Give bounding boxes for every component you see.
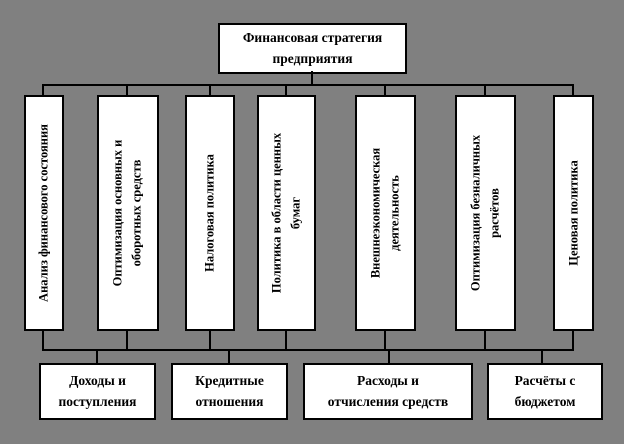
branch-label: Ценовая политика (565, 160, 580, 266)
top-horizontal-line (42, 84, 574, 86)
bottom-drop-line-4 (541, 349, 543, 364)
outcome-box-income-receipts (39, 363, 156, 420)
outcome-label-line1: Расчёты с (514, 373, 576, 389)
root-label-line1: Финансовая стратегия (242, 30, 383, 46)
bottom-stub-line-2 (126, 329, 128, 351)
outcome-label-line2: бюджетом (514, 393, 576, 409)
branch-label: Политика в области ценных (269, 132, 284, 294)
bottom-drop-line-3 (388, 349, 390, 364)
bottom-stub-line-3 (209, 329, 211, 351)
branch-box-financial-analysis (24, 95, 64, 331)
branch-box-tax-policy (185, 95, 235, 331)
branch-label: Оптимизация безналичных (468, 134, 483, 292)
bottom-stub-line-4 (285, 329, 287, 351)
outcome-box-expenses-allocations (303, 363, 473, 420)
branch-label: Анализ финансового состояния (36, 124, 51, 302)
branch-box-assets-optimization (97, 95, 159, 331)
branch-label: Внешнеэкономическая (368, 147, 383, 279)
branch-box-cashless-settlements-optimization (455, 95, 516, 331)
bottom-horizontal-line (42, 349, 574, 351)
bottom-drop-line-1 (96, 349, 98, 364)
branch-label-line2: расчётов (487, 188, 502, 238)
branch-box-pricing-policy (553, 95, 594, 331)
bottom-stub-line-5 (384, 329, 386, 351)
branch-label-line2: деятельность (387, 175, 402, 251)
bottom-stub-line-1 (42, 329, 44, 351)
outcome-box-budget-settlements (487, 363, 603, 420)
outcome-label-line1: Кредитные (195, 373, 264, 389)
outcome-label-line2: поступления (58, 393, 137, 409)
outcome-label-line1: Расходы и (357, 373, 419, 389)
branch-box-securities-policy (257, 95, 316, 331)
root-label-line2: предприятия (272, 50, 353, 66)
branch-box-foreign-economic-activity (355, 95, 416, 331)
branch-label-line2: оборотных средств (130, 159, 144, 267)
outcome-box-credit-relations (171, 363, 288, 420)
branch-label: Налоговая политика (202, 154, 217, 272)
root-stem-line (311, 71, 313, 85)
bottom-drop-line-2 (228, 349, 230, 364)
branch-label-line2: бумаг (288, 196, 303, 230)
root-box-financial-strategy (218, 23, 407, 74)
outcome-label-line2: отношения (195, 393, 264, 409)
bottom-stub-line-7 (572, 329, 574, 351)
bottom-stub-line-6 (484, 329, 486, 351)
outcome-label-line1: Доходы и (69, 373, 126, 389)
outcome-label-line2: отчисления средств (327, 393, 449, 409)
branch-label: Оптимизация основных и (110, 139, 125, 287)
